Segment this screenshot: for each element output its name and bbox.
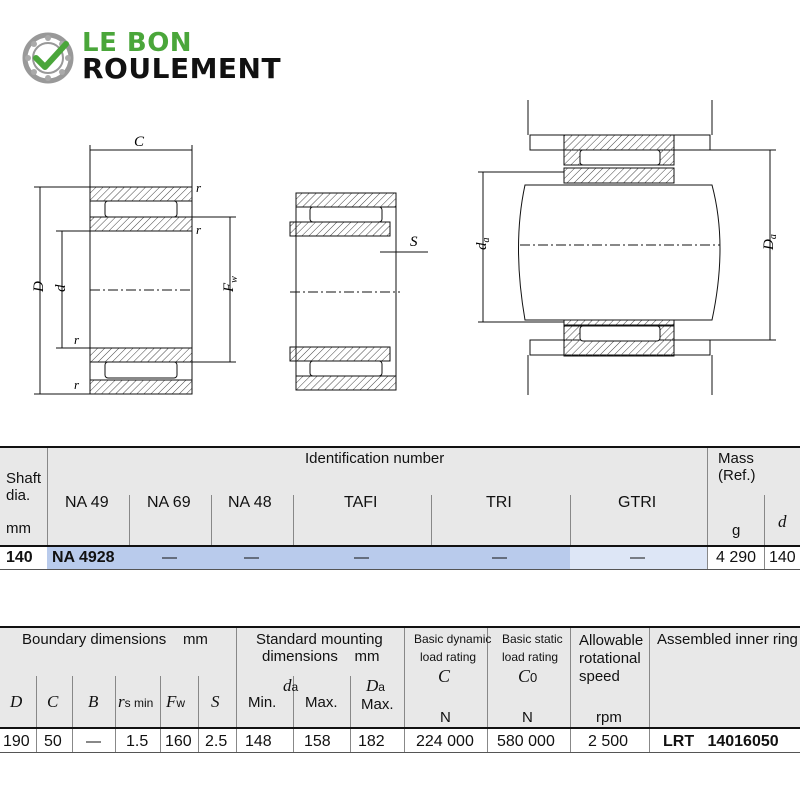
row2-D: 190 [3, 733, 30, 750]
mass-label-2: (Ref.) [718, 467, 756, 484]
col-Da: Da [366, 676, 385, 695]
shaft-unit: mm [6, 520, 31, 537]
row2-da-max: 158 [304, 733, 331, 750]
shaft-label-1: Shaft [6, 470, 42, 487]
label-S: S [410, 234, 418, 250]
col-na48: NA 48 [228, 494, 272, 511]
row2-Fw: 160 [165, 733, 192, 750]
mass-label-1: Mass [718, 450, 754, 467]
row2-ring: LRT 14016050 [663, 733, 779, 750]
label-r-bottom: r [74, 377, 80, 392]
row-shaft: 140 [6, 549, 33, 566]
stat-header-2: load rating [502, 650, 559, 664]
col-da-max: Max. [305, 694, 338, 711]
col-da: da [283, 676, 299, 695]
stat-sym: C0 [518, 666, 538, 686]
col-na49: NA 49 [65, 494, 109, 511]
col-Fw: Fw [166, 692, 186, 711]
col-r: rs min [118, 692, 154, 711]
row2-dyn: 224 000 [416, 733, 474, 750]
row-na69: — [162, 549, 177, 566]
row-na48: — [244, 549, 259, 566]
speed-header-2: rotational [579, 650, 641, 667]
col-D: D [10, 692, 23, 711]
col-B: B [88, 692, 99, 711]
boundary-header: Boundary dimensions mm [22, 631, 208, 648]
row-mass: 4 290 [716, 549, 757, 566]
row2-C: 50 [44, 733, 62, 750]
col-S: S [211, 692, 220, 711]
id-header: Identification number [305, 450, 445, 467]
label-D: D [31, 281, 47, 292]
dyn-sym: C [438, 666, 451, 686]
speed-unit: rpm [596, 709, 622, 726]
label-C: C [134, 134, 145, 150]
label-da: $d_a$ [474, 237, 492, 250]
row-tri: — [492, 549, 507, 566]
brand-line1: LE BON [82, 28, 193, 58]
col-tri: TRI [486, 494, 512, 511]
row-d: 140 [769, 549, 796, 566]
row2-r: 1.5 [126, 733, 149, 750]
row2-S: 2.5 [205, 733, 228, 750]
col-da-min: Min. [248, 694, 277, 711]
row2-stat: 580 000 [497, 733, 555, 750]
mounting-drawing [519, 100, 721, 395]
row2-da-min: 148 [245, 733, 272, 750]
mounting-header-2: dimensions mm [262, 648, 380, 665]
stat-unit: N [522, 709, 533, 726]
col-gtri: GTRI [618, 494, 657, 511]
stat-header-1: Basic static [502, 632, 563, 646]
row-tafi: — [354, 549, 369, 566]
mass-unit: g [732, 522, 741, 539]
speed-header-3: speed [579, 668, 620, 685]
row2-B: — [86, 733, 101, 750]
col-na69: NA 69 [147, 494, 191, 511]
bearing-section-middle [290, 193, 400, 390]
label-Fw: $F_w$ [221, 276, 240, 292]
bearing-section-left [90, 187, 192, 394]
label-r-top: r [196, 180, 202, 195]
speed-header-1: Allowable [579, 632, 644, 649]
row-na49: NA 4928 [52, 549, 115, 566]
brand-logo [22, 28, 302, 88]
dyn-unit: N [440, 709, 451, 726]
d-label: d [778, 512, 787, 531]
row2-Da-max: 182 [358, 733, 385, 750]
label-d: d [53, 284, 69, 292]
col-tafi: TAFI [344, 494, 378, 511]
dyn-header-1: Basic dynamic [414, 632, 492, 646]
ring-header: Assembled inner ring [657, 631, 798, 648]
row2-speed: 2 500 [588, 733, 629, 750]
label-r-left: r [74, 332, 80, 347]
mounting-header-1: Standard mounting [256, 631, 383, 648]
col-Da-max: Max. [361, 696, 394, 713]
label-r-inner: r [196, 222, 202, 237]
bearing-drawing [0, 95, 800, 435]
row-gtri: — [630, 549, 645, 566]
label-Da: $D_a$ [761, 234, 779, 250]
brand-line2: ROULEMENT [82, 52, 282, 85]
bearing-check-icon [22, 32, 74, 84]
shaft-label-2: dia. [6, 487, 31, 504]
dyn-header-2: load rating [420, 650, 477, 664]
col-C: C [47, 692, 59, 711]
